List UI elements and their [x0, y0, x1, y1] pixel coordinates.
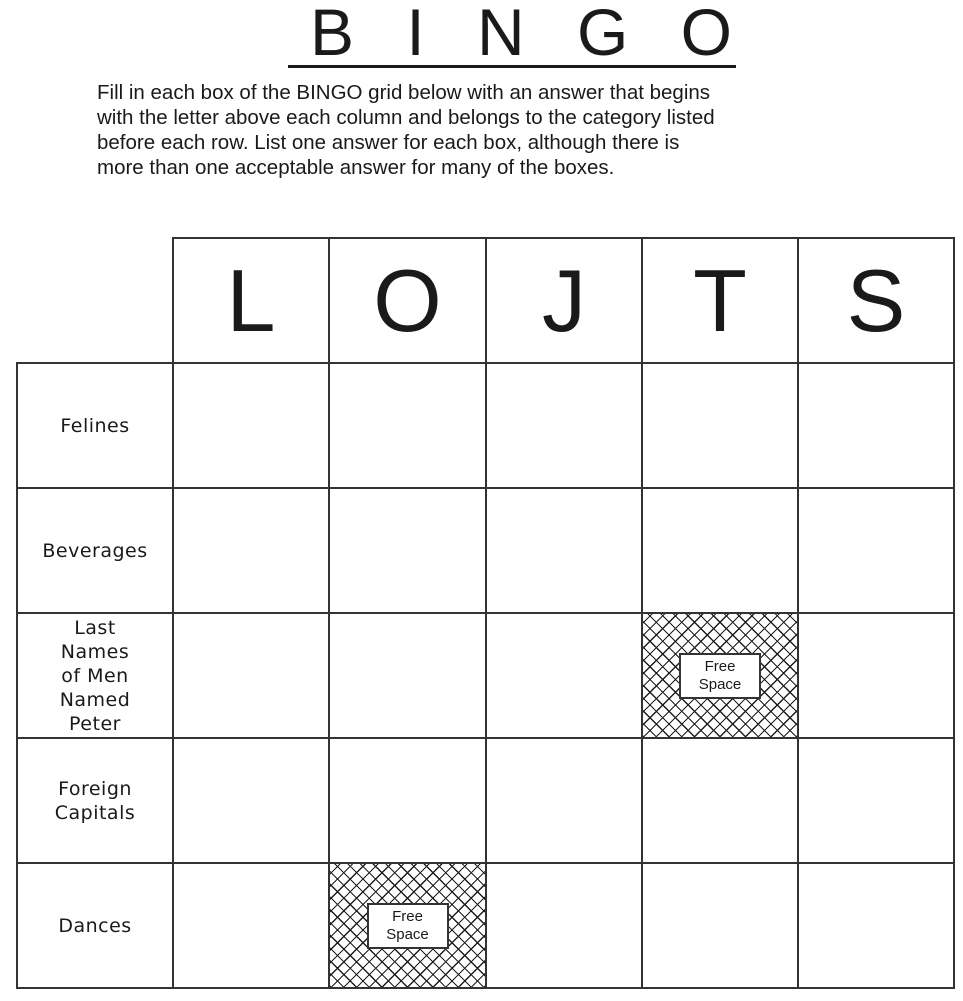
- answer-cell[interactable]: [797, 737, 955, 864]
- answer-cell[interactable]: [328, 362, 487, 489]
- instructions-line: Fill in each box of the BINGO grid below with an answer that begins: [97, 81, 711, 104]
- answer-cell[interactable]: [485, 737, 643, 864]
- answer-cell[interactable]: [641, 362, 799, 489]
- answer-cell[interactable]: [485, 487, 643, 614]
- row-label-text: Felines: [60, 414, 130, 437]
- row-label: [16, 612, 174, 739]
- answer-cell[interactable]: [328, 612, 487, 739]
- bingo-title: [288, 2, 736, 68]
- row-label-text: Beverages: [42, 539, 148, 562]
- answer-cell[interactable]: [328, 737, 487, 864]
- answer-cell[interactable]: [485, 362, 643, 489]
- column-header-l: L: [172, 237, 330, 364]
- row-label-text: Foreign Capitals: [54, 777, 136, 824]
- answer-cell[interactable]: [797, 612, 955, 739]
- title-letter-o: O: [680, 0, 732, 69]
- row-label-text: Last Names of Men Named Peter: [59, 616, 131, 735]
- answer-cell[interactable]: [328, 487, 487, 614]
- answer-cell[interactable]: [797, 862, 955, 989]
- answer-cell[interactable]: [172, 612, 330, 739]
- row-label: [16, 862, 174, 989]
- instructions-line: before each row. List one answer for each box, although there is: [97, 131, 680, 154]
- free-space-label: Free Space: [367, 903, 449, 949]
- answer-cell[interactable]: [485, 612, 643, 739]
- instructions: [97, 80, 887, 180]
- answer-cell[interactable]: [172, 362, 330, 489]
- free-space-cell: [641, 612, 799, 739]
- free-space-cell: [328, 862, 487, 989]
- answer-cell[interactable]: [172, 862, 330, 989]
- title-letter-i: I: [406, 0, 425, 69]
- instructions-line: more than one acceptable answer for many of the boxes.: [97, 156, 615, 179]
- title-letter-g: G: [576, 0, 629, 69]
- column-header-o: O: [328, 237, 487, 364]
- title-letter-n: N: [477, 0, 525, 69]
- answer-cell[interactable]: [485, 862, 643, 989]
- row-label: [16, 362, 174, 489]
- answer-cell[interactable]: [797, 487, 955, 614]
- row-label: [16, 737, 174, 864]
- title-letter-b: B: [310, 0, 355, 69]
- answer-cell[interactable]: [641, 737, 799, 864]
- column-header-s: S: [797, 237, 955, 364]
- answer-cell[interactable]: [172, 737, 330, 864]
- row-label: [16, 487, 174, 614]
- instructions-line: with the letter above each column and belongs to the category listed: [97, 106, 715, 129]
- answer-cell[interactable]: [797, 362, 955, 489]
- column-header-j: J: [485, 237, 643, 364]
- answer-cell[interactable]: [172, 487, 330, 614]
- row-label-text: Dances: [58, 914, 132, 937]
- free-space-label: Free Space: [679, 653, 761, 699]
- answer-cell[interactable]: [641, 862, 799, 989]
- column-header-t: T: [641, 237, 799, 364]
- answer-cell[interactable]: [641, 487, 799, 614]
